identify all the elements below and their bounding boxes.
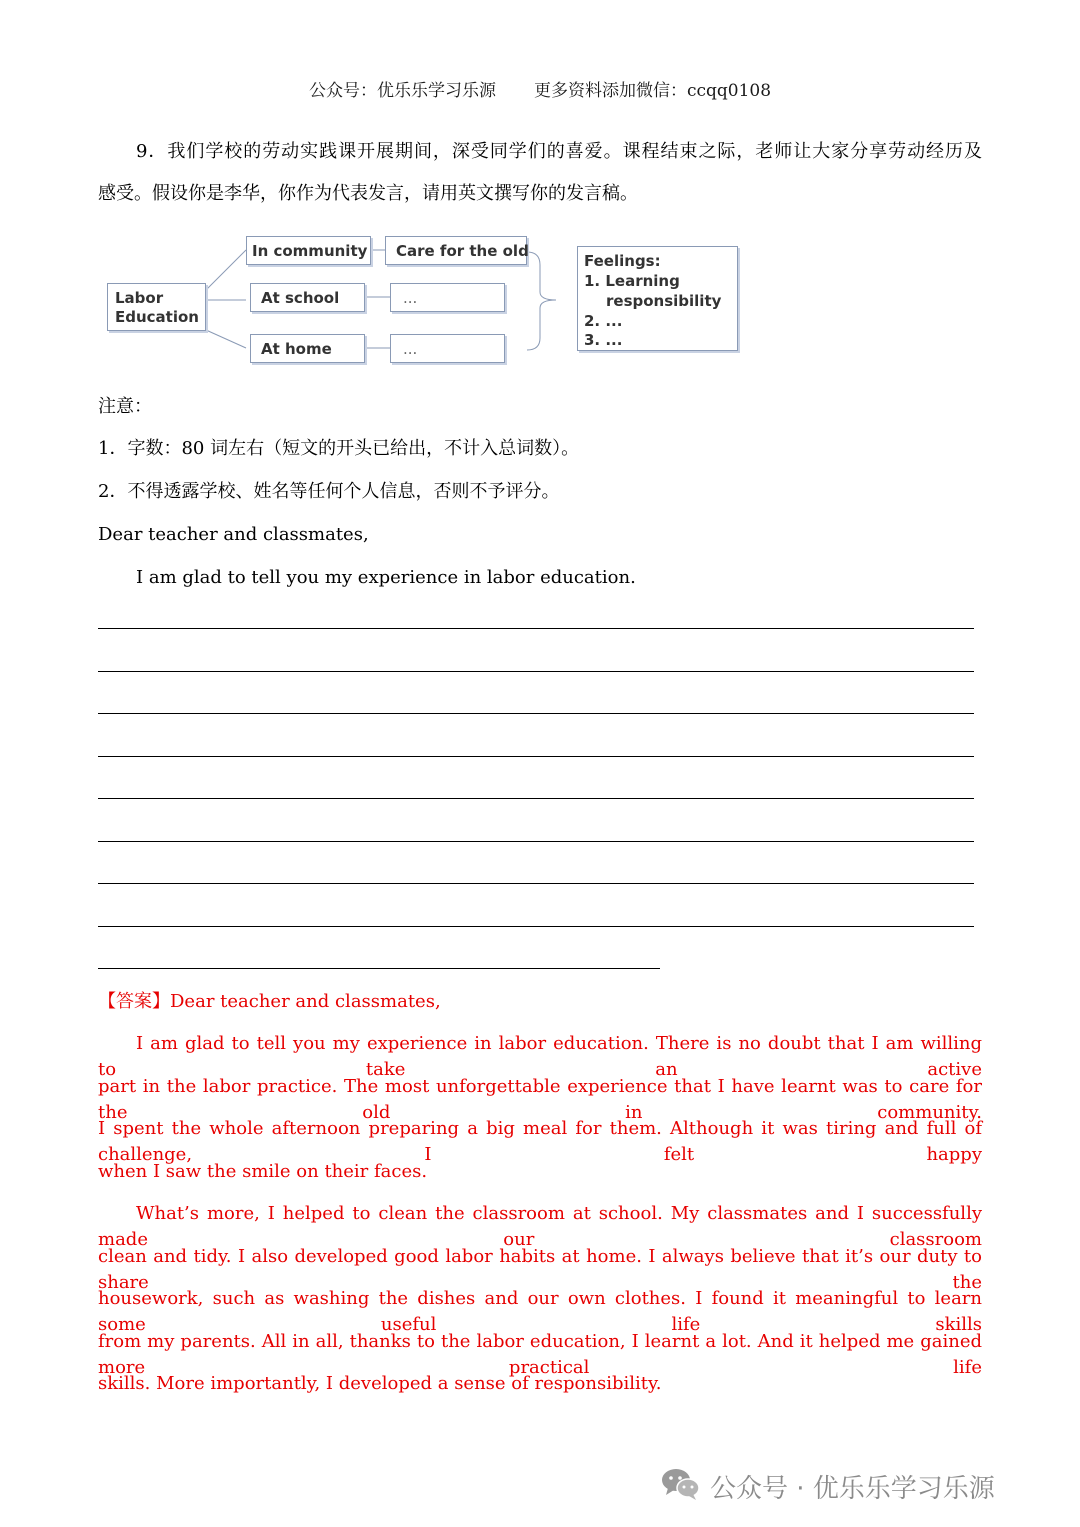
detail-box-school <box>390 283 505 312</box>
root-box-labor-education <box>107 283 206 331</box>
connector-root-community <box>206 250 246 290</box>
feelings-item-1-cont: responsibility <box>606 292 722 310</box>
answer-p1-line-4: when I saw the smile on their faces. <box>98 1161 428 1182</box>
branch-box-at-school <box>250 283 365 312</box>
writing-line <box>98 756 974 757</box>
question-line-2: 感受。假设你是李华，你作为代表发言，请用英文撰写你的发言稿。 <box>98 183 638 204</box>
header-wechat: 更多资料添加微信：ccqq0108 <box>533 81 772 101</box>
branch-box-at-home <box>250 334 365 363</box>
writing-line <box>98 798 974 799</box>
writing-line <box>98 841 974 842</box>
prompt-opening: I am glad to tell you my experience in labor education. <box>136 567 636 588</box>
branch-label-at-home: At home <box>261 340 332 358</box>
detail-label-care-for-old: Care for the old <box>396 242 529 260</box>
answer-greeting: Dear teacher and classmates, <box>170 991 441 1012</box>
notes-item-2: 2．不得透露学校、姓名等任何个人信息，否则不予评分。 <box>98 481 560 502</box>
writing-line <box>98 926 974 927</box>
detail-box-care-for-old <box>385 236 527 265</box>
answer-p2-line-1: What’s more, I helped to clean the classroom at school. My classmates and I successfully made our classroom <box>98 1203 982 1250</box>
detail-label-school: ... <box>403 289 418 307</box>
writing-line <box>98 713 974 714</box>
answer-p2-line-4: from my parents. All in all, thanks to the labor education, I learnt a lot. And it helped me gained more practical life <box>98 1331 982 1378</box>
notes-item-1: 1．字数：80 词左右（短文的开头已给出，不计入总词数）。 <box>98 438 580 459</box>
wechat-watermark <box>660 1464 1060 1508</box>
question-line-1: 9．我们学校的劳动实践课开展期间，深受同学们的喜爱。课程结束之际，老师让大家分享劳动经历及 <box>136 141 982 162</box>
detail-box-home <box>390 334 505 363</box>
answer-p2-line-2: clean and tidy. I also developed good labor habits at home. I always believe that it’s our duty to share the <box>98 1246 982 1293</box>
answer-p1-line-2: part in the labor practice. The most unforgettable experience that I have learnt was to care for the old in community. <box>98 1076 982 1123</box>
writing-line-short <box>98 968 660 969</box>
writing-line <box>98 628 974 629</box>
root-label-line-2: Education <box>115 308 199 326</box>
watermark-text: 公众号 · 优乐乐学习乐源 <box>710 1474 995 1504</box>
answer-p1-line-3: I spent the whole afternoon preparing a big meal for them. Although it was tiring and full of challenge, I felt happy <box>98 1118 982 1165</box>
answer-p1-line-1: I am glad to tell you my experience in labor education. There is no doubt that I am willing to take an active <box>98 1033 982 1080</box>
writing-line <box>98 671 974 672</box>
prompt-greeting: Dear teacher and classmates, <box>98 524 369 545</box>
answer-p2-line-3: housework, such as washing the dishes and our own clothes. I found it meaningful to learn some useful life skills <box>98 1288 982 1335</box>
mind-map-diagram <box>0 0 1080 380</box>
header-account: 公众号：优乐乐学习乐源 <box>308 81 496 101</box>
branch-box-in-community <box>246 236 371 265</box>
answer-heading <box>98 989 441 1015</box>
feelings-item-3: 3. ... <box>584 331 623 349</box>
branch-label-in-community: In community <box>252 242 368 260</box>
feelings-title: Feelings: <box>584 252 661 270</box>
feelings-item-1: 1. Learning <box>584 272 680 290</box>
root-label-line-1: Labor <box>115 289 164 307</box>
notes-title: 注意： <box>98 396 152 417</box>
connector-root-home <box>206 330 246 348</box>
feelings-box <box>577 246 738 351</box>
feelings-item-2: 2. ... <box>584 312 623 330</box>
writing-line <box>98 883 974 884</box>
answer-p2-line-5: skills. More importantly, I developed a sense of responsibility. <box>98 1373 662 1394</box>
answer-label: 【答案】 <box>98 991 170 1012</box>
grouping-brace <box>527 252 556 350</box>
detail-label-home: ... <box>403 340 418 358</box>
branch-label-at-school: At school <box>261 289 340 307</box>
wechat-logo-icon <box>660 1466 702 1502</box>
